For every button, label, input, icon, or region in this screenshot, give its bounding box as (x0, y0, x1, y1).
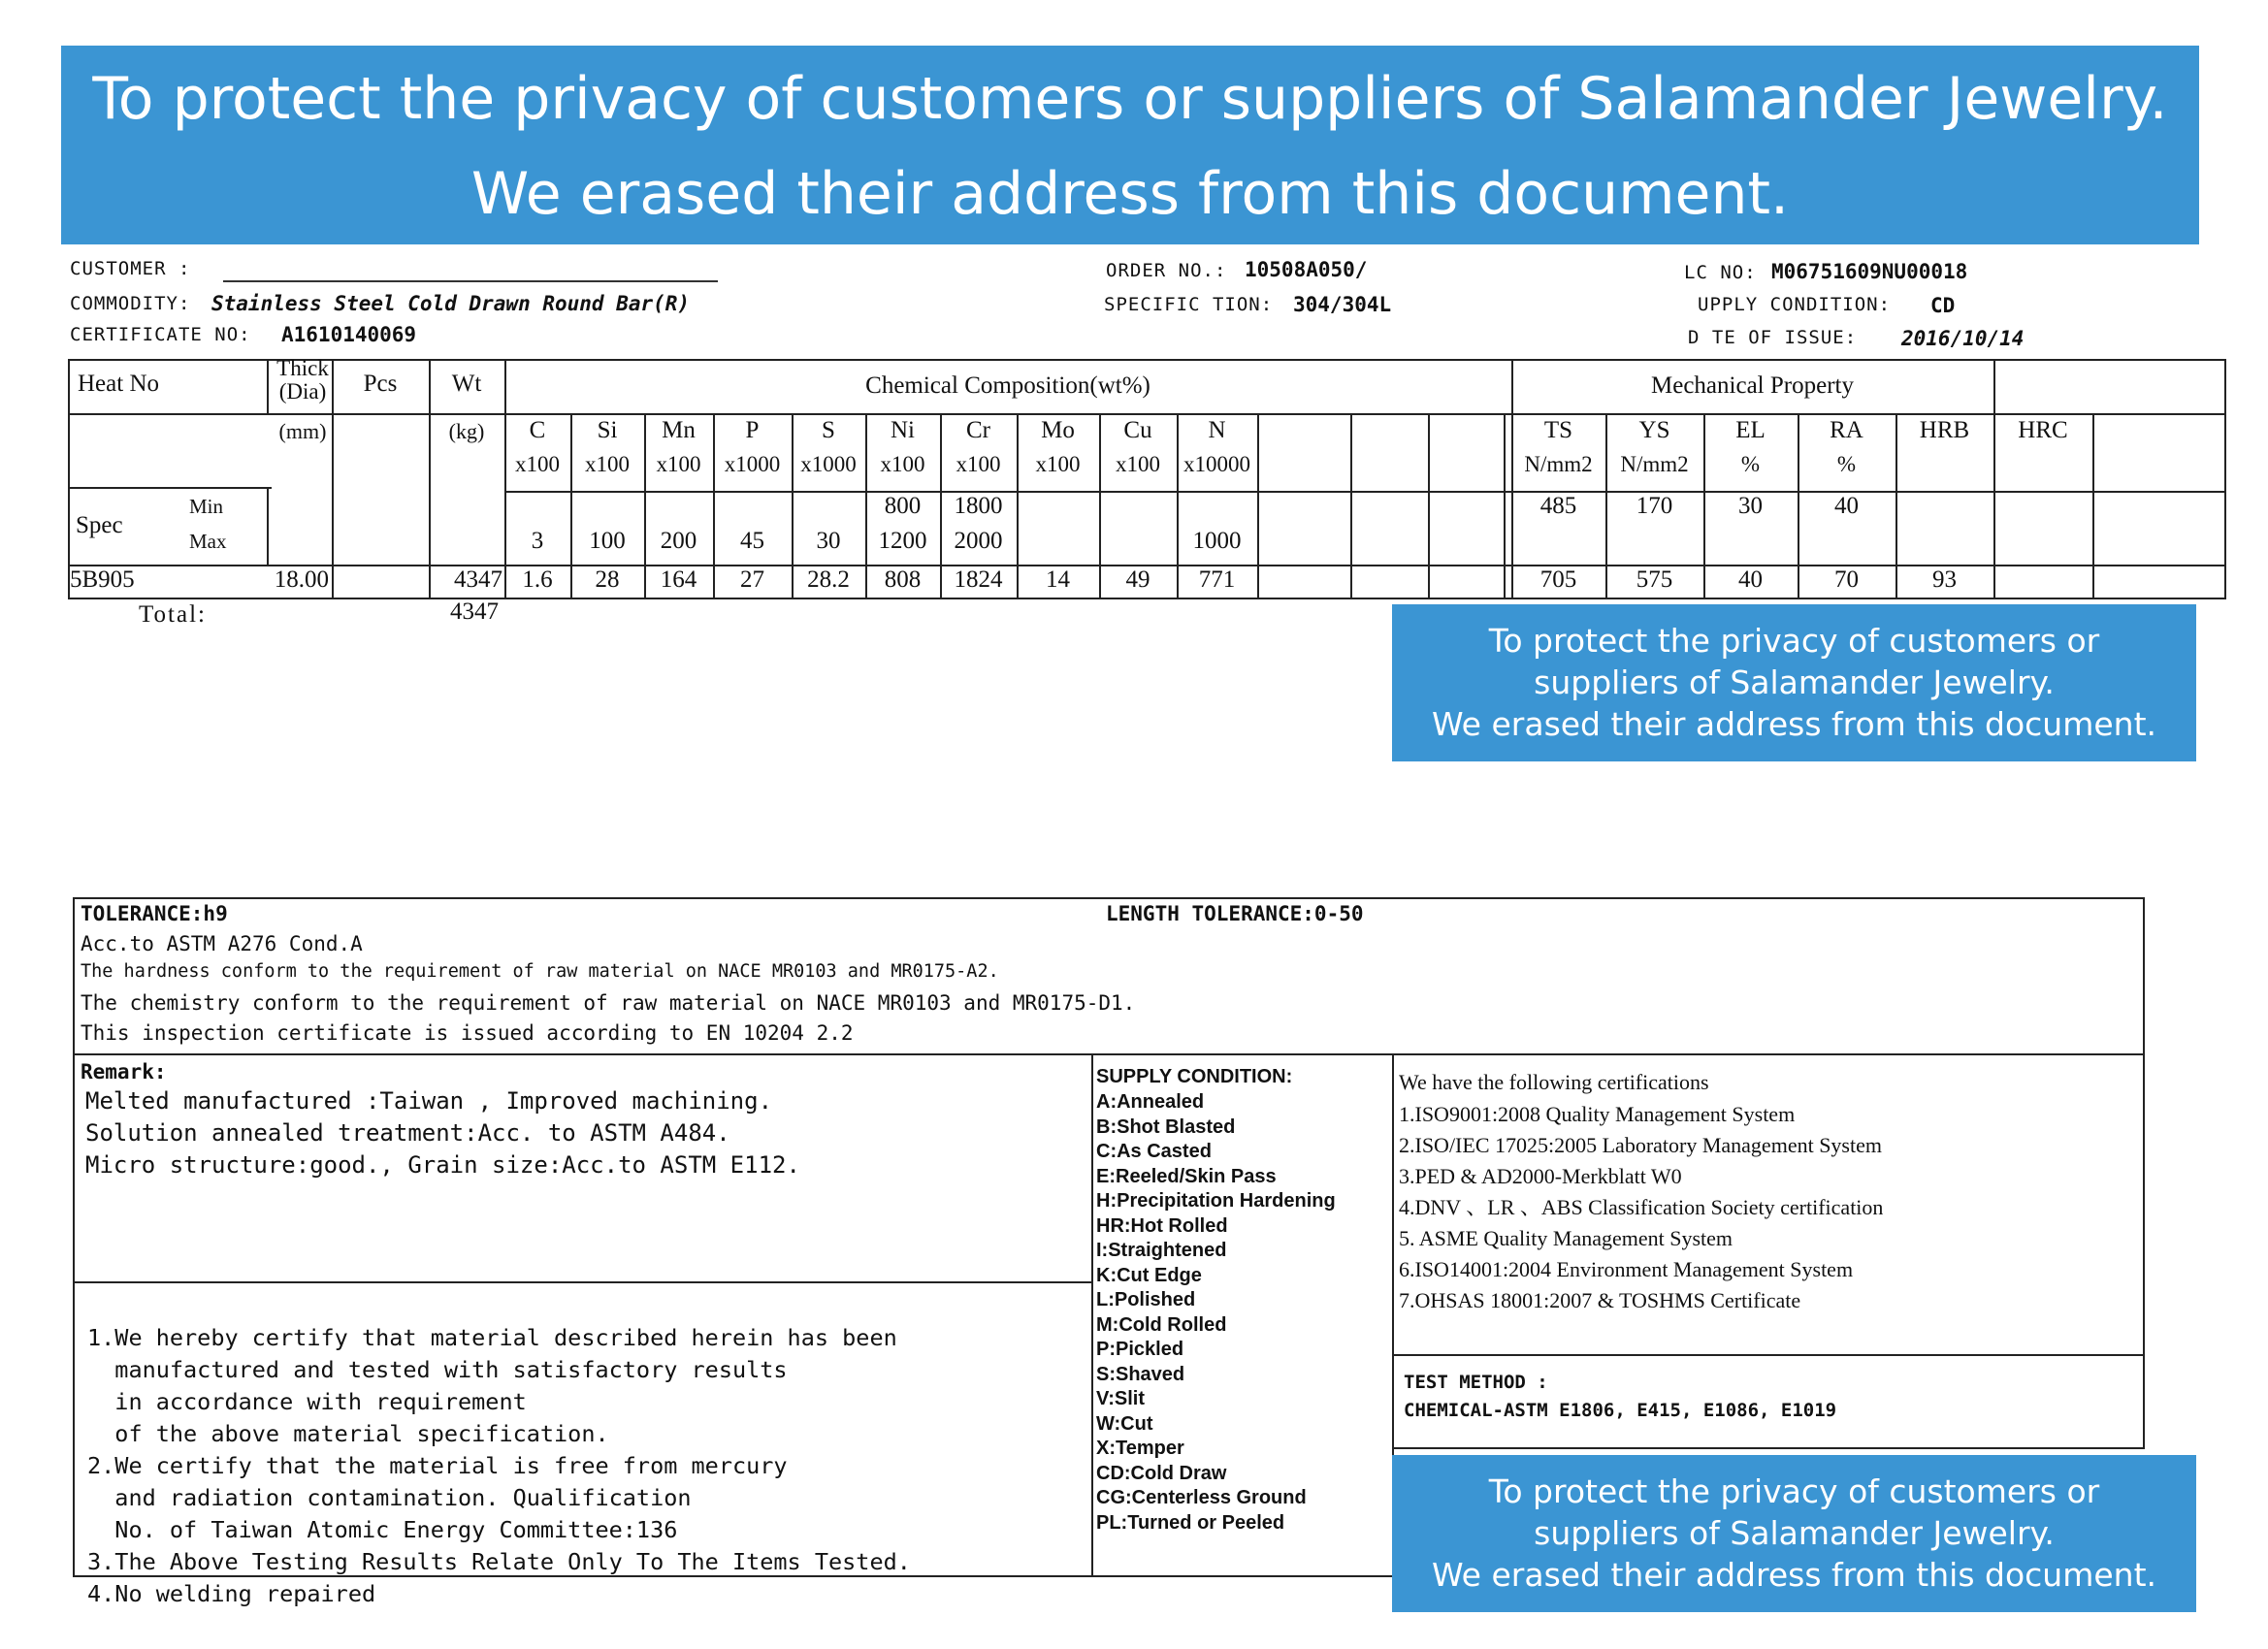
mech-unit: % (1836, 452, 1857, 476)
certification-item: 6.ISO14001:2004 Environment Management System (1399, 1257, 1854, 1281)
chem-value: 1824 (954, 566, 1003, 593)
certify-line: No. of Taiwan Atomic Energy Committee:136 (87, 1516, 678, 1543)
chemistry-line: The chemistry conform to the requirement of raw material on NACE MR0103 and MR0175-D1. (81, 991, 1136, 1015)
wt-value: 4347 (454, 566, 502, 593)
banner-line: suppliers of Salamander Jewelry. (1534, 1514, 2055, 1552)
chem-name: S (822, 417, 835, 443)
remark-line: Solution annealed treatment:Acc. to ASTM A484. (85, 1119, 730, 1147)
supply-condition-label: UPPLY CONDITION: (1698, 294, 1892, 315)
mech-name: EL (1735, 417, 1766, 443)
certify-line: in accordance with requirement (87, 1388, 527, 1415)
chem-min: 1800 (954, 493, 1003, 519)
hardness-line: The hardness conform to the requirement of raw material on NACE MR0103 and MR0175-A2. (81, 961, 999, 982)
banner-line: We erased their address from this document. (1431, 1556, 2156, 1594)
chem-multiplier: x100 (956, 452, 1001, 476)
certificate-value: A1610140069 (281, 323, 417, 346)
commodity-value: Stainless Steel Cold Drawn Round Bar(R) (211, 292, 691, 315)
issue-date-label: D TE OF ISSUE: (1688, 327, 1858, 348)
certification-item: 1.ISO9001:2008 Quality Management System (1399, 1102, 1796, 1126)
remark-line: Micro structure:good., Grain size:Acc.to ASTM E112. (85, 1151, 800, 1179)
chem-value: 28.2 (807, 566, 850, 593)
supply-item: H:Precipitation Hardening (1096, 1190, 1336, 1212)
banner-line: We erased their address from this document. (1431, 705, 2156, 743)
chem-value: 28 (595, 566, 620, 593)
certify-statements (87, 1290, 911, 1642)
pcs-header: Pcs (363, 371, 398, 397)
certify-line: 2.We certify that the material is free from mercury (87, 1452, 788, 1479)
mech-unit: N/mm2 (1620, 452, 1689, 476)
chem-name: Si (597, 417, 618, 443)
chem-multiplier: x1000 (724, 452, 781, 476)
mech-min: 170 (1636, 493, 1673, 519)
mech-name: RA (1830, 417, 1863, 443)
certifications-list (1399, 1099, 1883, 1316)
supply-item: CG:Centerless Ground (1096, 1487, 1307, 1508)
mech-name: YS (1638, 417, 1670, 443)
certificate-label: CERTIFICATE NO: (70, 324, 251, 345)
test-method-divider (1392, 1354, 2145, 1356)
test-method-label: TEST METHOD : (1404, 1372, 1548, 1393)
mech-min: 30 (1738, 493, 1763, 519)
supply-item: PL:Turned or Peeled (1096, 1511, 1285, 1534)
chemical-composition-header: Chemical Composition(wt%) (865, 372, 1150, 399)
supply-item: HR:Hot Rolled (1096, 1214, 1228, 1237)
privacy-banner-top (61, 46, 2199, 244)
certify-line: manufactured and tested with satisfactory results (87, 1356, 788, 1383)
wt-unit: (kg) (448, 419, 485, 443)
mech-value: 93 (1932, 566, 1957, 593)
mech-value: 575 (1636, 566, 1673, 593)
chem-value: 164 (660, 566, 697, 593)
order-value: 10508A050/ (1245, 258, 1368, 281)
banner-line: suppliers of Salamander Jewelry. (1534, 663, 2055, 701)
chem-value: 771 (1198, 566, 1236, 593)
spec-value: 304/304L (1293, 293, 1392, 316)
spec-max-label: Max (189, 530, 227, 553)
thick-dia-header: Thick (Dia) (276, 356, 329, 404)
total-value: 4347 (450, 598, 499, 625)
chem-value: 1.6 (522, 566, 553, 593)
mech-unit: N/mm2 (1524, 452, 1593, 476)
spec-label: Spec (76, 512, 123, 538)
supply-condition-value: CD (1930, 294, 1956, 317)
mech-unit: % (1740, 452, 1761, 476)
customer-erased-line (223, 280, 718, 282)
chem-value: 49 (1125, 566, 1150, 593)
remark-title: Remark: (81, 1060, 167, 1083)
supply-item: B:Shot Blasted (1096, 1116, 1236, 1138)
certification-item: 5. ASME Quality Management System (1399, 1226, 1733, 1250)
certify-line: of the above material specification. (87, 1420, 609, 1447)
mech-name: HRC (2018, 417, 2068, 443)
chem-multiplier: x100 (1116, 452, 1160, 476)
customer-label: CUSTOMER : (70, 258, 191, 279)
heat-no-value: 5B905 (70, 566, 135, 593)
chem-min: 800 (884, 493, 922, 519)
supply-item: S:Shaved (1096, 1363, 1185, 1385)
privacy-banner-bottom (1392, 1455, 2196, 1612)
wt-header: Wt (451, 371, 482, 397)
chem-name: Ni (891, 417, 915, 443)
remark-divider (73, 1281, 1093, 1283)
chem-multiplier: x100 (656, 452, 701, 476)
astm-line: Acc.to ASTM A276 Cond.A (81, 932, 363, 955)
chem-name: N (1208, 417, 1226, 443)
chem-max: 30 (816, 528, 841, 554)
certification-item: 4.DNV 、LR 、ABS Classification Society certification (1399, 1195, 1884, 1219)
remark-line: Melted manufactured :Taiwan , Improved machining. (85, 1087, 773, 1115)
certification-item: 3.PED & AD2000-Merkblatt W0 (1399, 1164, 1682, 1188)
spec-min-label: Min (189, 495, 224, 518)
chem-max: 2000 (954, 528, 1003, 554)
chem-max: 100 (589, 528, 626, 554)
certification-item: 2.ISO/IEC 17025:2005 Laboratory Management System (1399, 1133, 1882, 1157)
order-label: ORDER NO.: (1106, 260, 1227, 281)
issue-date-value: 2016/10/14 (1901, 327, 2025, 350)
supply-item: V:Slit (1096, 1388, 1146, 1409)
mech-min: 40 (1834, 493, 1859, 519)
certifications-title: We have the following certifications (1399, 1070, 1709, 1094)
thick-value: 18.00 (274, 566, 329, 593)
inspection-line: This inspection certificate is issued according to EN 10204 2.2 (81, 1021, 854, 1045)
supply-condition-list (1096, 1090, 1336, 1536)
chem-name: P (745, 417, 760, 443)
supply-item: P:Pickled (1096, 1339, 1184, 1360)
chem-multiplier: x100 (515, 452, 560, 476)
banner-line: To protect the privacy of customers or suppliers of Salamander Jewelry. (92, 65, 2168, 133)
chem-name: Mo (1041, 417, 1075, 443)
mech-value: 70 (1834, 566, 1859, 593)
chem-name: Mn (662, 417, 696, 443)
chem-multiplier: x100 (585, 452, 630, 476)
banner-line: We erased their address from this document. (470, 160, 1790, 228)
tolerance-text: TOLERANCE:h9 (81, 902, 228, 925)
lc-value: M06751609NU00018 (1771, 260, 1968, 283)
heat-no-header: Heat No (78, 371, 159, 397)
privacy-banner-middle (1392, 604, 2196, 761)
lc-label: LC NO: (1684, 262, 1757, 283)
mech-value: 40 (1738, 566, 1763, 593)
thick-unit: (mm) (278, 419, 327, 443)
chem-name: Cu (1123, 417, 1152, 443)
chem-max: 200 (660, 528, 697, 554)
chem-max: 45 (740, 528, 764, 554)
supply-item: W:Cut (1096, 1412, 1153, 1435)
length-tolerance-text: LENGTH TOLERANCE:0-50 (1106, 902, 1364, 925)
certification-item: 7.OHSAS 18001:2007 & TOSHMS Certificate (1399, 1288, 1801, 1312)
test-method-value: CHEMICAL-ASTM E1806, E415, E1086, E1019 (1404, 1400, 1837, 1421)
supply-item: C:As Casted (1096, 1141, 1212, 1162)
chem-max: 1200 (878, 528, 927, 554)
supply-item: L:Polished (1096, 1289, 1196, 1310)
chem-multiplier: x1000 (800, 452, 857, 476)
supply-item: I:Straightened (1096, 1240, 1227, 1261)
spec-label: SPECIFIC TION: (1104, 294, 1274, 315)
certify-line: 3.The Above Testing Results Relate Only To The Items Tested. (87, 1548, 911, 1575)
chem-max: 3 (531, 528, 544, 554)
supply-item: K:Cut Edge (1096, 1264, 1202, 1286)
certify-line: 1.We hereby certify that material described herein has been (87, 1324, 897, 1351)
supply-item: A:Annealed (1096, 1091, 1205, 1113)
supply-item: E:Reeled/Skin Pass (1096, 1165, 1277, 1187)
mech-name: TS (1543, 417, 1573, 443)
total-label: Total: (139, 601, 207, 628)
chem-max: 1000 (1192, 528, 1242, 554)
chem-value: 808 (884, 566, 922, 593)
supply-item: X:Temper (1096, 1438, 1184, 1459)
banner-line: To protect the privacy of customers or (1488, 622, 2100, 660)
commodity-label: COMMODITY: (70, 293, 191, 314)
supply-item: M:Cold Rolled (1096, 1313, 1227, 1336)
supply-condition-title: SUPPLY CONDITION: (1096, 1066, 1293, 1087)
chem-value: 14 (1046, 566, 1070, 593)
banner-line: To protect the privacy of customers or (1488, 1472, 2100, 1510)
supply-item: CD:Cold Draw (1096, 1462, 1227, 1484)
chemical-mechanical-table (68, 356, 2226, 601)
chem-value: 27 (740, 566, 764, 593)
chem-multiplier: x100 (1035, 452, 1081, 476)
chem-name: Cr (966, 417, 990, 443)
certify-line: and radiation contamination. Qualification (87, 1484, 692, 1511)
mechanical-property-header: Mechanical Property (1651, 372, 1854, 399)
mech-name: HRB (1919, 417, 1970, 443)
certify-line: 4.No welding repaired (87, 1580, 376, 1607)
chem-multiplier: x100 (880, 452, 925, 476)
mech-min: 485 (1539, 493, 1577, 519)
mech-value: 705 (1539, 566, 1577, 593)
chem-name: C (529, 417, 546, 443)
chem-multiplier: x10000 (1183, 452, 1250, 476)
